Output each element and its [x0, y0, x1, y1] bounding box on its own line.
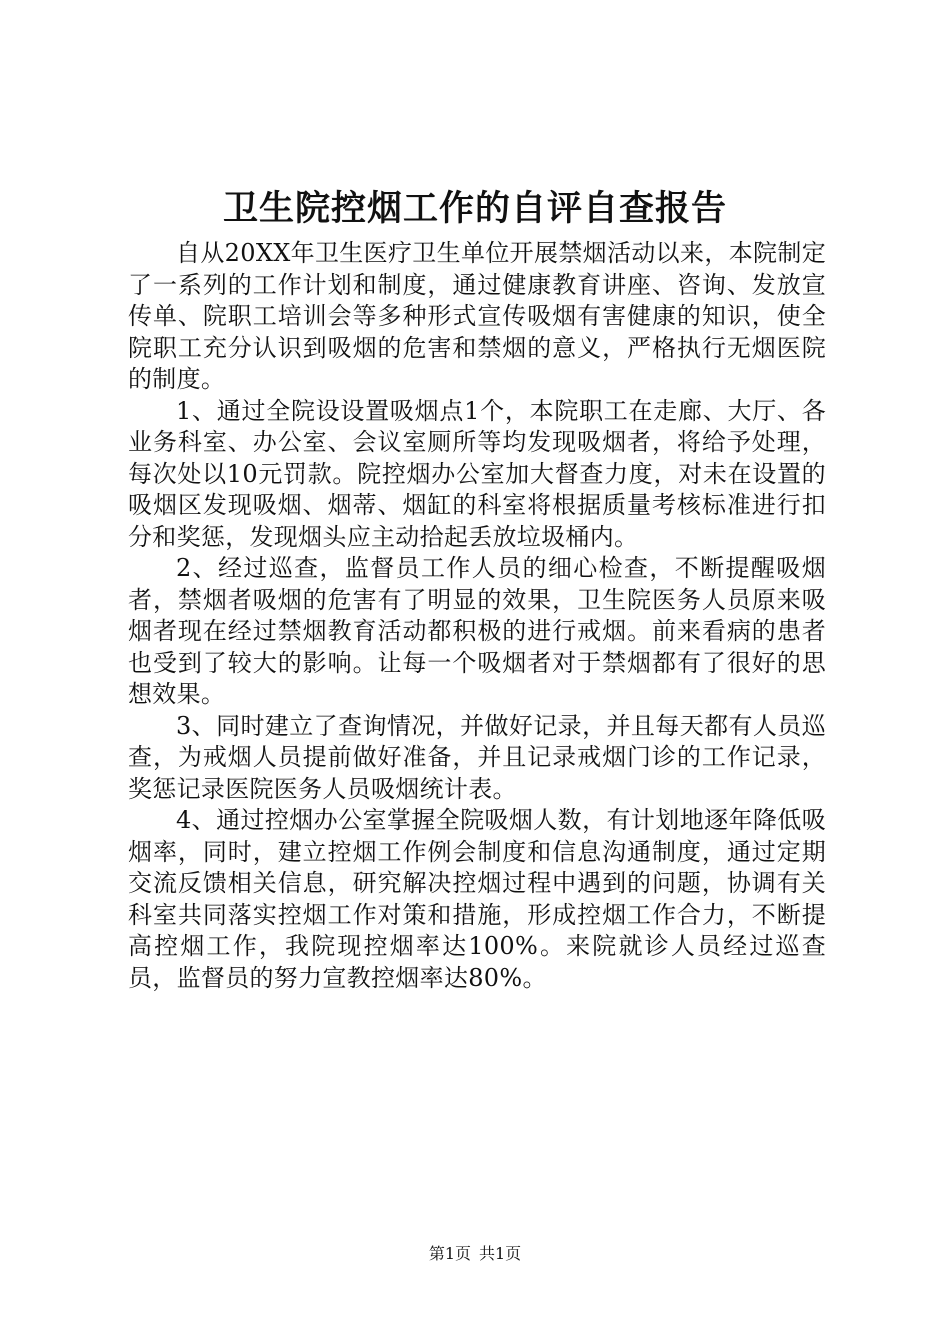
paragraph-item-4: 4、通过控烟办公室掌握全院吸烟人数，有计划地逐年降低吸烟率，同时，建立控烟工作例会制度和信息沟通制度，通过定期交流反馈相关信息，研究解决控烟过程中遇到的问题，协调有关科室共同落实控烟工作对策和措施，形成控烟工作合力，不断提高控烟工作，我院现控烟率达100%。来院就诊人员经过巡查员，监督员的努力宣教控烟率达80%。 [128, 806, 826, 992]
document-body [128, 238, 826, 994]
page-number-current: 第1页 [428, 1244, 471, 1263]
page-number-total: 共1页 [479, 1244, 522, 1263]
paragraph-intro: 自从20XX年卫生医疗卫生单位开展禁烟活动以来，本院制定了一系列的工作计划和制度，通过健康教育讲座、咨询、发放宣传单、院职工培训会等多种形式宣传吸烟有害健康的知识，使全院职工充分认识到吸烟的危害和禁烟的意义，严格执行无烟医院的制度。 [128, 239, 826, 393]
paragraph-item-2: 2、经过巡查，监督员工作人员的细心检查，不断提醒吸烟者，禁烟者吸烟的危害有了明显的效果，卫生院医务人员原来吸烟者现在经过禁烟教育活动都积极的进行戒烟。前来看病的患者也受到了较大的影响。让每一个吸烟者对于禁烟都有了很好的思想效果。 [128, 554, 826, 708]
paragraph-item-3: 3、同时建立了查询情况，并做好记录，并且每天都有人员巡查，为戒烟人员提前做好准备，并且记录戒烟门诊的工作记录，奖惩记录医院医务人员吸烟统计表。 [128, 711, 826, 803]
page-footer [0, 1243, 950, 1265]
document-title: 卫生院控烟工作的自评自查报告 [222, 188, 727, 229]
paragraph-item-1: 1、通过全院设设置吸烟点1个，本院职工在走廊、大厅、各业务科室、办公室、会议室厕所等均发现吸烟者，将给予处理，每次处以10元罚款。院控烟办公室加大督查力度，对未在设置的吸烟区发现吸烟、烟蒂、烟缸的科室将根据质量考核标准进行扣分和奖惩，发现烟头应主动拾起丢放垃圾桶内。 [128, 396, 826, 551]
